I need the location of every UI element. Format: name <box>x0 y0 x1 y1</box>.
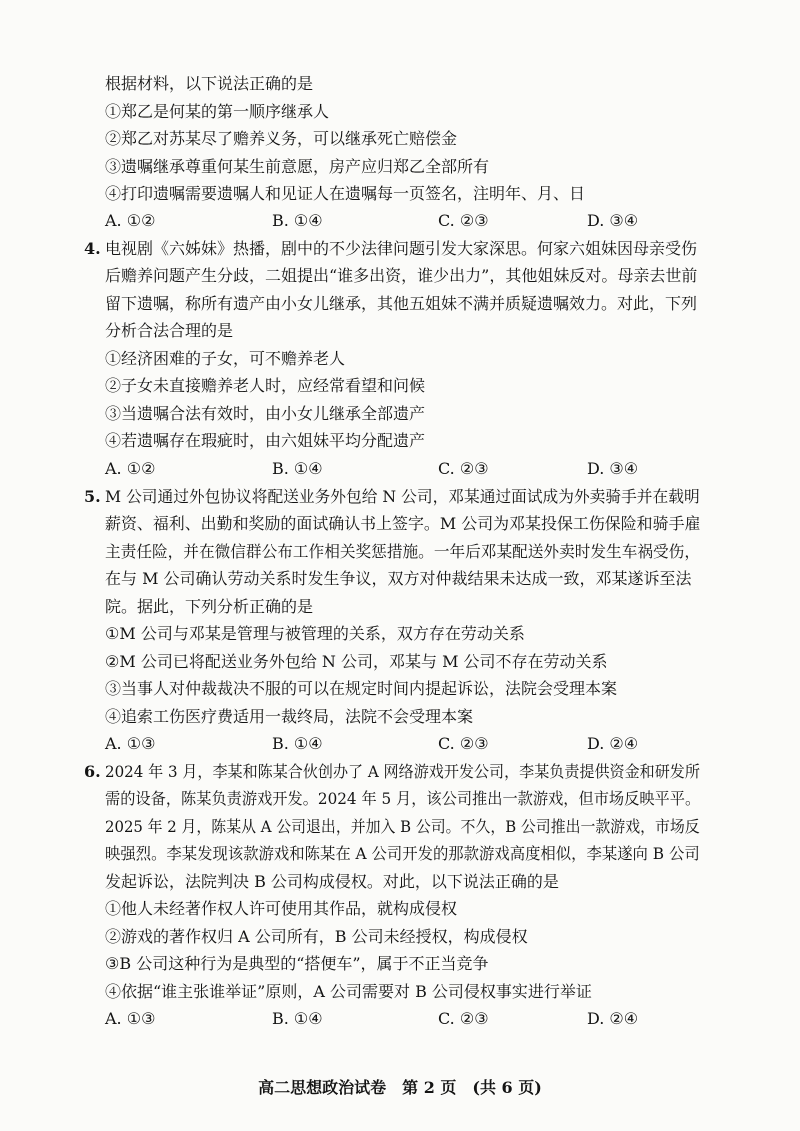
option-a: A. ①② <box>105 459 156 478</box>
option-b: B. ①④ <box>272 1009 323 1028</box>
statement-2: ②郑乙对苏某尽了赡养义务，可以继承死亡赔偿金 <box>105 129 458 148</box>
statement-1: ①郑乙是何某的第一顺序继承人 <box>105 102 330 121</box>
question-number: 4. <box>84 239 101 258</box>
option-b: B. ①④ <box>272 211 323 230</box>
option-d: D. ②④ <box>587 734 639 753</box>
option-c: C. ②③ <box>438 211 489 230</box>
statement-3: ③遗嘱继承尊重何某生前意愿，房产应归郑乙全部所有 <box>105 157 490 176</box>
question-stem-line: 2024 年 3 月，李某和陈某合伙创办了 A 网络游戏开发公司，李某负责提供资金和研发所 <box>105 762 700 781</box>
statement-2: ②M 公司已将配送业务外包给 N 公司，邓某与 M 公司不存在劳动关系 <box>105 652 608 671</box>
statement-4: ④追索工伤医疗费适用一裁终局，法院不会受理本案 <box>105 707 474 726</box>
question-number: 6. <box>84 762 101 781</box>
question-stem-line: 2025 年 2 月，陈某从 A 公司退出，并加入 B 公司。不久，B 公司推出一款游戏，市场反 <box>105 817 700 836</box>
statement-4: ④依据“谁主张谁举证”原则，A 公司需要对 B 公司侵权事实进行举证 <box>105 982 592 1001</box>
statement-1: ①M 公司与邓某是管理与被管理的关系，双方存在劳动关系 <box>105 624 525 643</box>
question-stem-line: 留下遗嘱，称所有遗产由小女儿继承，其他五姐妹不满并质疑遗嘱效力。对此，下列 <box>105 294 698 313</box>
question-stem: 根据材料，以下说法正确的是 <box>105 74 314 93</box>
question-stem-line: 发起诉讼，法院判决 B 公司构成侵权。对此，以下说法正确的是 <box>105 872 559 891</box>
option-a: A. ①③ <box>105 1009 156 1028</box>
option-c: C. ②③ <box>438 459 489 478</box>
option-b: B. ①④ <box>272 459 323 478</box>
statement-3: ③当遗嘱合法有效时，由小女儿继承全部遗产 <box>105 404 426 423</box>
question-stem-line: 电视剧《六姊妹》热播，剧中的不少法律问题引发大家深思。何家六姐妹因母亲受伤 <box>105 239 698 258</box>
question-stem-line: 后赡养问题产生分歧，二姐提出“谁多出资，谁少出力”，其他姐妹反对。母亲去世前 <box>105 266 698 285</box>
question-stem-line: 薪资、福利、出勤和奖励的面试确认书上签字。M 公司为邓某投保工伤保险和骑手雇 <box>105 514 701 533</box>
question-stem-line: 映强烈。李某发现该款游戏和陈某在 A 公司开发的那款游戏高度相似，李某遂向 B 公司 <box>105 844 700 863</box>
option-d: D. ③④ <box>587 459 639 478</box>
page-footer: 高二思想政治试卷 第 2 页 (共 6 页) <box>258 1078 542 1097</box>
statement-2: ②游戏的著作权归 A 公司所有，B 公司未经授权，构成侵权 <box>105 927 528 946</box>
statement-3: ③B 公司这种行为是典型的“搭便车”，属于不正当竞争 <box>105 954 489 973</box>
question-stem-line: 需的设备，陈某负责游戏开发。2024 年 5 月，该公司推出一款游戏，但市场反映平平。 <box>105 789 701 808</box>
option-c: C. ②③ <box>438 734 489 753</box>
question-stem-line: 在与 M 公司确认劳动关系时发生争议，双方对仲裁结果未达成一致，邓某遂诉至法 <box>105 569 692 588</box>
statement-2: ②子女未直接赡养老人时，应经常看望和问候 <box>105 376 426 395</box>
option-d: D. ③④ <box>587 211 639 230</box>
option-b: B. ①④ <box>272 734 323 753</box>
statement-4: ④若遗嘱存在瑕疵时，由六姐妹平均分配遗产 <box>105 431 426 450</box>
question-stem-line: 主责任险，并在微信群公布工作相关奖惩措施。一年后邓某配送外卖时发生车祸受伤， <box>105 542 701 561</box>
option-a: A. ①② <box>105 211 156 230</box>
statement-1: ①他人未经著作权人许可使用其作品，就构成侵权 <box>105 899 458 918</box>
question-stem-line: M 公司通过外包协议将配送业务外包给 N 公司，邓某通过面试成为外卖骑手并在载明 <box>105 487 700 506</box>
question-number: 5. <box>84 487 101 506</box>
option-a: A. ①③ <box>105 734 156 753</box>
statement-3: ③当事人对仲裁裁决不服的可以在规定时间内提起诉讼，法院会受理本案 <box>105 679 618 698</box>
option-d: D. ②④ <box>587 1009 639 1028</box>
question-stem-line: 院。据此，下列分析正确的是 <box>105 597 314 616</box>
statement-4: ④打印遗嘱需要遗嘱人和见证人在遗嘱每一页签名，注明年、月、日 <box>105 184 586 203</box>
option-c: C. ②③ <box>438 1009 489 1028</box>
statement-1: ①经济困难的子女，可不赡养老人 <box>105 349 346 368</box>
question-stem-line: 分析合法合理的是 <box>105 321 234 340</box>
